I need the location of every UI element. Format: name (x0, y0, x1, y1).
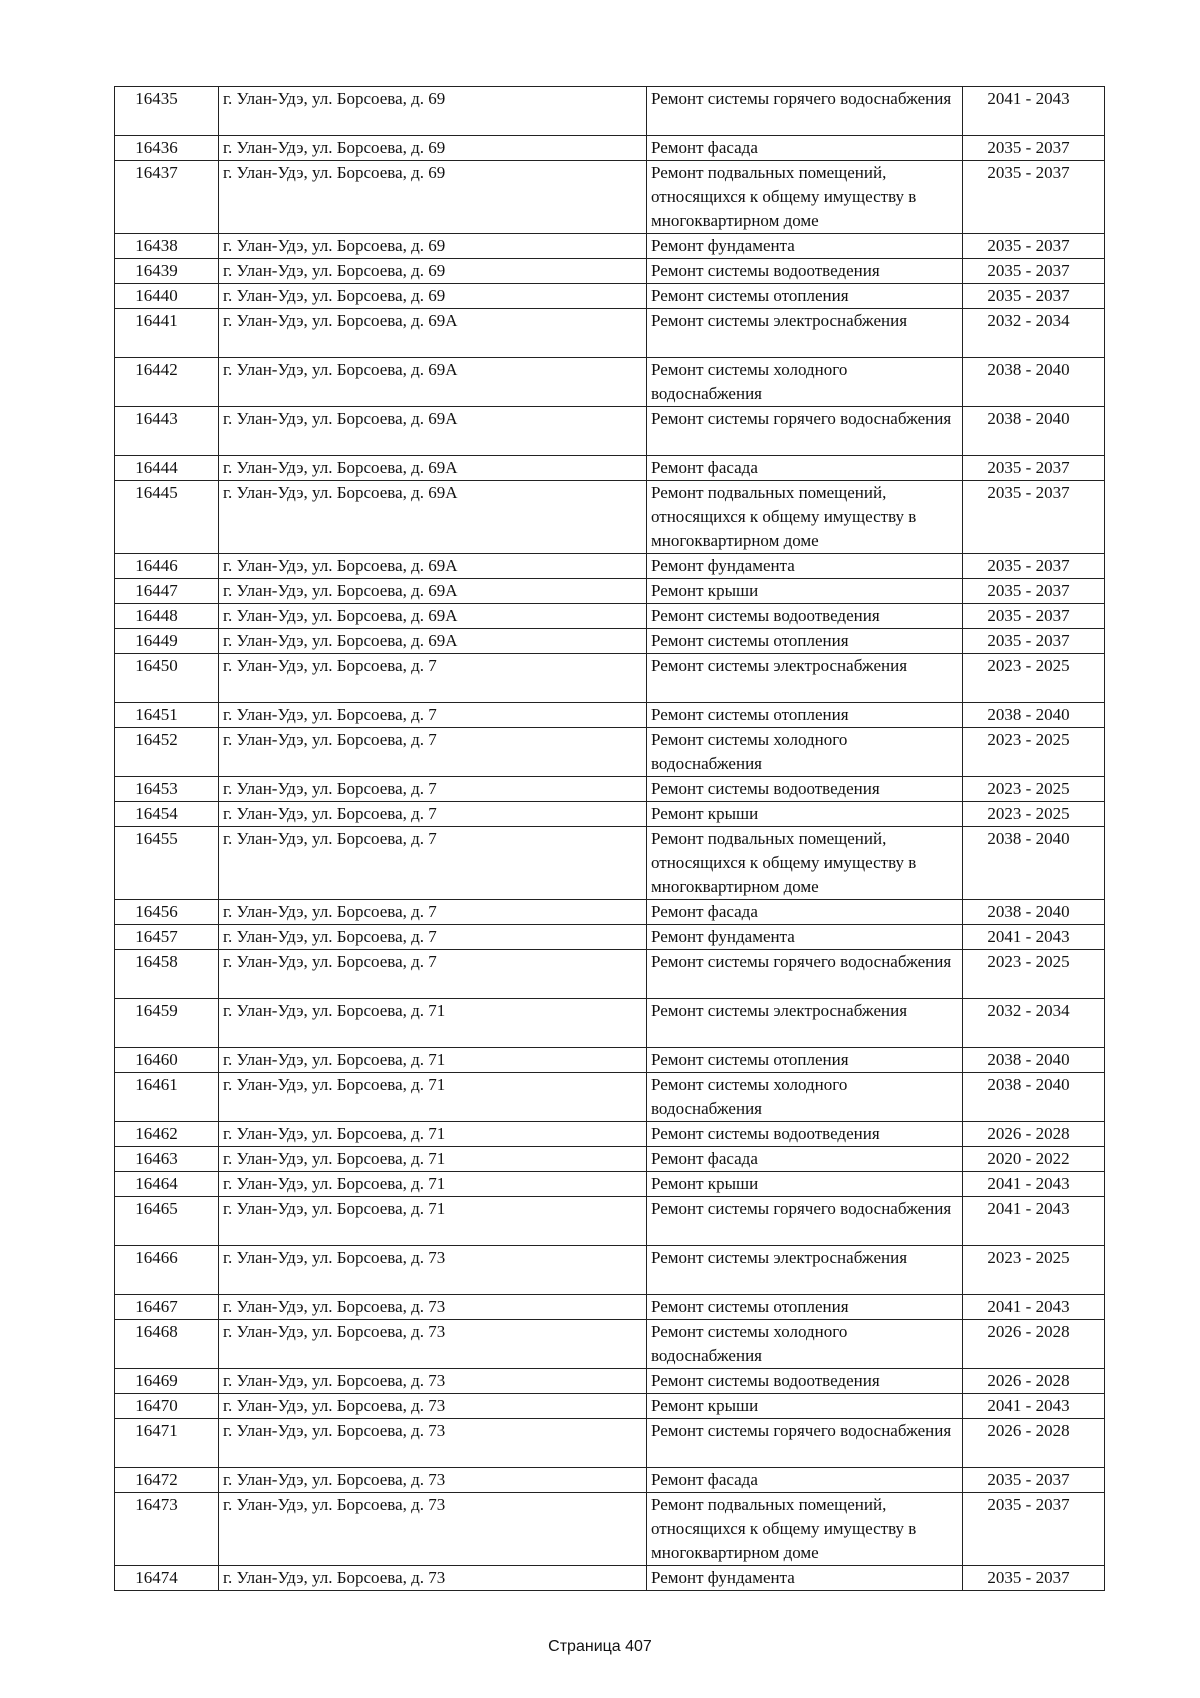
period-cell: 2020 - 2022 (963, 1147, 1105, 1172)
row-number-cell: 16441 (115, 309, 219, 358)
work-type-cell: Ремонт системы холодного водоснабжения (647, 728, 963, 777)
row-number-cell: 16448 (115, 604, 219, 629)
period-cell: 2041 - 2043 (963, 925, 1105, 950)
row-number-cell: 16442 (115, 358, 219, 407)
period-cell: 2035 - 2037 (963, 161, 1105, 234)
table-row (115, 1295, 1105, 1320)
address-cell: г. Улан-Удэ, ул. Борсоева, д. 69А (219, 309, 647, 358)
work-type-cell: Ремонт подвальных помещений, относящихся к общему имуществу в многоквартирном доме (647, 827, 963, 900)
work-type-cell: Ремонт системы водоотведения (647, 259, 963, 284)
table-row (115, 777, 1105, 802)
row-number-cell: 16462 (115, 1122, 219, 1147)
address-cell: г. Улан-Удэ, ул. Борсоева, д. 69А (219, 579, 647, 604)
address-cell: г. Улан-Удэ, ул. Борсоева, д. 73 (219, 1419, 647, 1468)
period-cell: 2023 - 2025 (963, 728, 1105, 777)
table-row (115, 481, 1105, 554)
period-cell: 2038 - 2040 (963, 358, 1105, 407)
work-type-cell: Ремонт системы горячего водоснабжения (647, 950, 963, 999)
row-number-cell: 16467 (115, 1295, 219, 1320)
work-type-cell: Ремонт фасада (647, 456, 963, 481)
address-cell: г. Улан-Удэ, ул. Борсоева, д. 73 (219, 1295, 647, 1320)
table-row (115, 234, 1105, 259)
table-row (115, 703, 1105, 728)
work-type-cell: Ремонт системы водоотведения (647, 604, 963, 629)
work-type-cell: Ремонт системы электроснабжения (647, 654, 963, 703)
work-type-cell: Ремонт системы водоотведения (647, 1122, 963, 1147)
work-type-cell: Ремонт фасада (647, 136, 963, 161)
table-row (115, 629, 1105, 654)
table-row (115, 1468, 1105, 1493)
address-cell: г. Улан-Удэ, ул. Борсоева, д. 71 (219, 1147, 647, 1172)
address-cell: г. Улан-Удэ, ул. Борсоева, д. 69А (219, 407, 647, 456)
address-cell: г. Улан-Удэ, ул. Борсоева, д. 69 (219, 161, 647, 234)
table-row (115, 309, 1105, 358)
period-cell: 2041 - 2043 (963, 1394, 1105, 1419)
table-row (115, 1122, 1105, 1147)
period-cell: 2038 - 2040 (963, 407, 1105, 456)
table-row (115, 284, 1105, 309)
address-cell: г. Улан-Удэ, ул. Борсоева, д. 71 (219, 1122, 647, 1147)
period-cell: 2038 - 2040 (963, 900, 1105, 925)
table-row (115, 1566, 1105, 1591)
row-number-cell: 16437 (115, 161, 219, 234)
table-row (115, 827, 1105, 900)
work-type-cell: Ремонт фасада (647, 1468, 963, 1493)
work-type-cell: Ремонт фасада (647, 1147, 963, 1172)
work-type-cell: Ремонт системы холодного водоснабжения (647, 358, 963, 407)
work-type-cell: Ремонт системы холодного водоснабжения (647, 1073, 963, 1122)
row-number-cell: 16474 (115, 1566, 219, 1591)
period-cell: 2038 - 2040 (963, 1073, 1105, 1122)
row-number-cell: 16440 (115, 284, 219, 309)
address-cell: г. Улан-Удэ, ул. Борсоева, д. 71 (219, 1197, 647, 1246)
row-number-cell: 16470 (115, 1394, 219, 1419)
work-type-cell: Ремонт системы горячего водоснабжения (647, 407, 963, 456)
row-number-cell: 16466 (115, 1246, 219, 1295)
table-row (115, 900, 1105, 925)
table-row (115, 999, 1105, 1048)
row-number-cell: 16450 (115, 654, 219, 703)
work-type-cell: Ремонт фундамента (647, 554, 963, 579)
address-cell: г. Улан-Удэ, ул. Борсоева, д. 71 (219, 1172, 647, 1197)
address-cell: г. Улан-Удэ, ул. Борсоева, д. 7 (219, 654, 647, 703)
period-cell: 2038 - 2040 (963, 703, 1105, 728)
period-cell: 2035 - 2037 (963, 1468, 1105, 1493)
work-type-cell: Ремонт подвальных помещений, относящихся к общему имуществу в многоквартирном доме (647, 1493, 963, 1566)
table-row (115, 554, 1105, 579)
work-type-cell: Ремонт системы электроснабжения (647, 1246, 963, 1295)
table-row (115, 136, 1105, 161)
period-cell: 2023 - 2025 (963, 1246, 1105, 1295)
period-cell: 2032 - 2034 (963, 309, 1105, 358)
address-cell: г. Улан-Удэ, ул. Борсоева, д. 69 (219, 284, 647, 309)
period-cell: 2035 - 2037 (963, 579, 1105, 604)
address-cell: г. Улан-Удэ, ул. Борсоева, д. 73 (219, 1468, 647, 1493)
address-cell: г. Улан-Удэ, ул. Борсоева, д. 69 (219, 234, 647, 259)
work-type-cell: Ремонт крыши (647, 1172, 963, 1197)
work-type-cell: Ремонт фасада (647, 900, 963, 925)
address-cell: г. Улан-Удэ, ул. Борсоева, д. 71 (219, 1048, 647, 1073)
table-row (115, 1073, 1105, 1122)
table-row (115, 802, 1105, 827)
work-type-cell: Ремонт системы отопления (647, 629, 963, 654)
row-number-cell: 16453 (115, 777, 219, 802)
table-row (115, 358, 1105, 407)
address-cell: г. Улан-Удэ, ул. Борсоева, д. 7 (219, 777, 647, 802)
row-number-cell: 16449 (115, 629, 219, 654)
period-cell: 2035 - 2037 (963, 1566, 1105, 1591)
table-row (115, 1419, 1105, 1468)
address-cell: г. Улан-Удэ, ул. Борсоева, д. 71 (219, 999, 647, 1048)
page-number: Страница 407 (548, 1638, 652, 1655)
work-type-cell: Ремонт системы отопления (647, 1048, 963, 1073)
period-cell: 2035 - 2037 (963, 456, 1105, 481)
row-number-cell: 16443 (115, 407, 219, 456)
period-cell: 2035 - 2037 (963, 604, 1105, 629)
row-number-cell: 16461 (115, 1073, 219, 1122)
row-number-cell: 16446 (115, 554, 219, 579)
table-row (115, 1197, 1105, 1246)
period-cell: 2035 - 2037 (963, 481, 1105, 554)
address-cell: г. Улан-Удэ, ул. Борсоева, д. 69 (219, 259, 647, 284)
table-row (115, 259, 1105, 284)
row-number-cell: 16444 (115, 456, 219, 481)
table-row (115, 654, 1105, 703)
address-cell: г. Улан-Удэ, ул. Борсоева, д. 73 (219, 1566, 647, 1591)
address-cell: г. Улан-Удэ, ул. Борсоева, д. 69А (219, 554, 647, 579)
row-number-cell: 16439 (115, 259, 219, 284)
period-cell: 2023 - 2025 (963, 654, 1105, 703)
work-type-cell: Ремонт системы отопления (647, 284, 963, 309)
work-type-cell: Ремонт системы отопления (647, 703, 963, 728)
work-type-cell: Ремонт фундамента (647, 1566, 963, 1591)
address-cell: г. Улан-Удэ, ул. Борсоева, д. 69 (219, 87, 647, 136)
row-number-cell: 16457 (115, 925, 219, 950)
address-cell: г. Улан-Удэ, ул. Борсоева, д. 7 (219, 925, 647, 950)
period-cell: 2023 - 2025 (963, 950, 1105, 999)
table-row (115, 1172, 1105, 1197)
work-type-cell: Ремонт системы отопления (647, 1295, 963, 1320)
work-type-cell: Ремонт фундамента (647, 925, 963, 950)
period-cell: 2035 - 2037 (963, 234, 1105, 259)
row-number-cell: 16469 (115, 1369, 219, 1394)
address-cell: г. Улан-Удэ, ул. Борсоева, д. 69А (219, 456, 647, 481)
period-cell: 2035 - 2037 (963, 284, 1105, 309)
table-row (115, 579, 1105, 604)
table-row (115, 87, 1105, 136)
address-cell: г. Улан-Удэ, ул. Борсоева, д. 69А (219, 358, 647, 407)
row-number-cell: 16435 (115, 87, 219, 136)
period-cell: 2032 - 2034 (963, 999, 1105, 1048)
period-cell: 2026 - 2028 (963, 1419, 1105, 1468)
work-type-cell: Ремонт системы водоотведения (647, 1369, 963, 1394)
period-cell: 2041 - 2043 (963, 1197, 1105, 1246)
row-number-cell: 16464 (115, 1172, 219, 1197)
period-cell: 2035 - 2037 (963, 136, 1105, 161)
work-type-cell: Ремонт крыши (647, 802, 963, 827)
period-cell: 2035 - 2037 (963, 259, 1105, 284)
row-number-cell: 16447 (115, 579, 219, 604)
work-type-cell: Ремонт системы электроснабжения (647, 999, 963, 1048)
row-number-cell: 16471 (115, 1419, 219, 1468)
work-type-cell: Ремонт системы электроснабжения (647, 309, 963, 358)
row-number-cell: 16460 (115, 1048, 219, 1073)
row-number-cell: 16438 (115, 234, 219, 259)
address-cell: г. Улан-Удэ, ул. Борсоева, д. 69 (219, 136, 647, 161)
table-row (115, 456, 1105, 481)
address-cell: г. Улан-Удэ, ул. Борсоева, д. 71 (219, 1073, 647, 1122)
period-cell: 2035 - 2037 (963, 554, 1105, 579)
address-cell: г. Улан-Удэ, ул. Борсоева, д. 73 (219, 1493, 647, 1566)
row-number-cell: 16465 (115, 1197, 219, 1246)
work-type-cell: Ремонт системы водоотведения (647, 777, 963, 802)
table-row (115, 1394, 1105, 1419)
row-number-cell: 16452 (115, 728, 219, 777)
work-type-cell: Ремонт крыши (647, 579, 963, 604)
table-row (115, 161, 1105, 234)
period-cell: 2041 - 2043 (963, 1172, 1105, 1197)
table-row (115, 1320, 1105, 1369)
work-type-cell: Ремонт подвальных помещений, относящихся к общему имуществу в многоквартирном доме (647, 161, 963, 234)
table-row (115, 1369, 1105, 1394)
work-type-cell: Ремонт системы горячего водоснабжения (647, 1419, 963, 1468)
row-number-cell: 16436 (115, 136, 219, 161)
table-row (115, 407, 1105, 456)
period-cell: 2026 - 2028 (963, 1122, 1105, 1147)
work-type-cell: Ремонт крыши (647, 1394, 963, 1419)
row-number-cell: 16463 (115, 1147, 219, 1172)
table-row (115, 1246, 1105, 1295)
row-number-cell: 16454 (115, 802, 219, 827)
repair-schedule-table (114, 86, 1105, 1591)
address-cell: г. Улан-Удэ, ул. Борсоева, д. 73 (219, 1246, 647, 1295)
work-type-cell: Ремонт подвальных помещений, относящихся к общему имуществу в многоквартирном доме (647, 481, 963, 554)
row-number-cell: 16468 (115, 1320, 219, 1369)
table-row (115, 604, 1105, 629)
row-number-cell: 16458 (115, 950, 219, 999)
address-cell: г. Улан-Удэ, ул. Борсоева, д. 73 (219, 1320, 647, 1369)
address-cell: г. Улан-Удэ, ул. Борсоева, д. 7 (219, 827, 647, 900)
address-cell: г. Улан-Удэ, ул. Борсоева, д. 7 (219, 900, 647, 925)
period-cell: 2041 - 2043 (963, 1295, 1105, 1320)
address-cell: г. Улан-Удэ, ул. Борсоева, д. 7 (219, 802, 647, 827)
period-cell: 2026 - 2028 (963, 1369, 1105, 1394)
period-cell: 2023 - 2025 (963, 777, 1105, 802)
period-cell: 2038 - 2040 (963, 1048, 1105, 1073)
table-row (115, 1147, 1105, 1172)
address-cell: г. Улан-Удэ, ул. Борсоева, д. 69А (219, 629, 647, 654)
row-number-cell: 16473 (115, 1493, 219, 1566)
row-number-cell: 16459 (115, 999, 219, 1048)
period-cell: 2038 - 2040 (963, 827, 1105, 900)
row-number-cell: 16451 (115, 703, 219, 728)
table-row (115, 925, 1105, 950)
address-cell: г. Улан-Удэ, ул. Борсоева, д. 73 (219, 1394, 647, 1419)
period-cell: 2035 - 2037 (963, 1493, 1105, 1566)
row-number-cell: 16456 (115, 900, 219, 925)
row-number-cell: 16455 (115, 827, 219, 900)
period-cell: 2026 - 2028 (963, 1320, 1105, 1369)
table-row (115, 728, 1105, 777)
address-cell: г. Улан-Удэ, ул. Борсоева, д. 69А (219, 481, 647, 554)
work-type-cell: Ремонт системы холодного водоснабжения (647, 1320, 963, 1369)
table-body (115, 87, 1105, 1591)
period-cell: 2041 - 2043 (963, 87, 1105, 136)
period-cell: 2023 - 2025 (963, 802, 1105, 827)
address-cell: г. Улан-Удэ, ул. Борсоева, д. 7 (219, 728, 647, 777)
address-cell: г. Улан-Удэ, ул. Борсоева, д. 7 (219, 703, 647, 728)
row-number-cell: 16445 (115, 481, 219, 554)
address-cell: г. Улан-Удэ, ул. Борсоева, д. 7 (219, 950, 647, 999)
table-row (115, 1048, 1105, 1073)
table-row (115, 950, 1105, 999)
work-type-cell: Ремонт системы горячего водоснабжения (647, 87, 963, 136)
table-row (115, 1493, 1105, 1566)
work-type-cell: Ремонт системы горячего водоснабжения (647, 1197, 963, 1246)
address-cell: г. Улан-Удэ, ул. Борсоева, д. 69А (219, 604, 647, 629)
address-cell: г. Улан-Удэ, ул. Борсоева, д. 73 (219, 1369, 647, 1394)
row-number-cell: 16472 (115, 1468, 219, 1493)
period-cell: 2035 - 2037 (963, 629, 1105, 654)
work-type-cell: Ремонт фундамента (647, 234, 963, 259)
